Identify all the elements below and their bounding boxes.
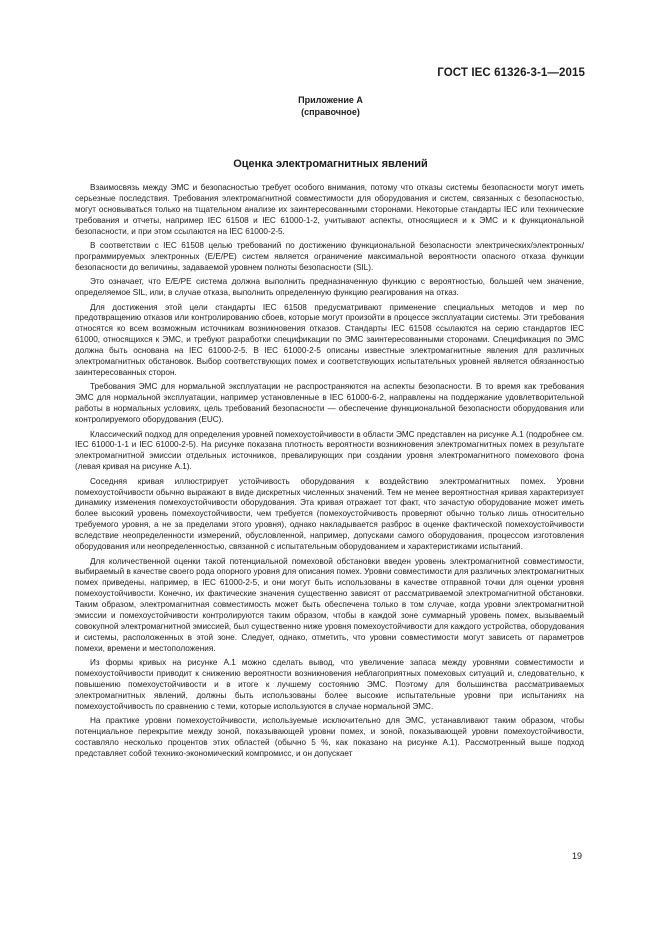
paragraph: Взаимосвязь между ЭМС и безопасностью требует особого внимания, потому что отказы системы безопасности могут иметь серьезные последствия. Требования электромагнитной совместимости для оборудования и систем, связанных с безопасностью, могут основываться только на тщательном анализе их заинтересованными сторонами. Некоторые стандарты IEC или технические требования и отчеты, например IEC 61508 и IEC 61000-1-2, учитывают аспекты, относящиеся и к ЭМС и к функциональной безопасности, и при этом ссылаются на IEC 61000-2-5.	[75, 183, 584, 236]
paragraph: Соседняя кривая иллюстрирует устойчивость оборудования к воздействию электромагнитных помех. Уровни помехоустойчивости обычно выражают в виде дискретных численных значений. Тем не менее вероятностная кривая характеризует динамику изменения помехоустойчивости оборудования. Эта кривая отражает тот факт, что зачастую оборудование может иметь более высокий уровень помехоустойчивости, чем требуется (помехоустойчивость проверяют обычно только лишь относительно требуемого уровня, а не за пределами этого уровня), однако накладывается разброс в оценке фактической помехоустойчивости вследствие неопределенности измерений, обусловленной, например, допусками самого оборудования, процессом изготовления оборудования или неопределенностью, связанной с испытательным оборудованием и характеристиками испытаний.	[75, 476, 584, 552]
paragraph: Требования ЭМС для нормальной эксплуатации не распространяются на аспекты безопасности. В то время как требования ЭМС для нормальной эксплуатации, например установленные в IEC 61000-6-2, направлены на поддержание удовлетворительной работы в нормальных условиях, цель требований безопасности — обеспечение функциональной безопасности оборудования или контролируемого оборудования (EUC).	[75, 382, 584, 425]
paragraph: На практике уровни помехоустойчивости, используемые исключительно для ЭМС, устанавливают таким образом, чтобы потенциальное перекрытие между зоной, показывающей уровни помех, и зоной, показывающей уровни помехоустойчивости, составляло несколько процентов этих областей (обычно 5 %, как показано на рисунке А.1). Рассмотренный выше подход представляет собой технико-экономический компромисс, и он допускает	[75, 716, 584, 758]
standard-header: ГОСТ IEC 61326-3-1—2015	[437, 67, 585, 79]
page-number: 19	[571, 851, 582, 861]
paragraph: Это означает, что E/E/PE система должна выполнить предназначенную функцию с вероятностью, большей чем значение, определяемое SIL, или, в случае отказа, выполнить определенную функцию реагирования на отказ.	[75, 277, 584, 298]
body-text	[75, 183, 584, 763]
paragraph: Из формы кривых на рисунке А.1 можно сделать вывод, что увеличение запаса между уровнями совместимости и помехоустойчивости приводит к снижению вероятности возникновения неблагоприятных помеховых ситуаций и, следовательно, к повышению помехоустойчивости и в итоге к лучшему состоянию ЭМС. Поэтому для большинства рассматриваемых электромагнитных явлений, должны быть использованы более высокие испытательные уровни при испытаниях на помехоустойчивость по сравнению с теми, которые используются в случае нормальной ЭМС.	[75, 658, 584, 711]
paragraph: Для достижения этой цели стандарты IEC 61508 предусматривают применение специальных методов и мер по предотвращению отказов или контролированию сбоев, которые могут произойти в процессе эксплуатации системы. Эти требования относятся ко всем возможным источникам возникновения отказов. Стандарты IEC 61508 ссылаются на серию стандартов IEC 61000, относящихся к ЭМС, и требуют разработки спецификации по ЭМС заинтересованными сторонами. Спецификация по ЭМС должна быть основана на IEC 61000-2-5. В IEC 61000-2-5 описаны известные электромагнитные явления для различных электромагнитных обстановок. Выбор соответствующих помех и соответствующих испытательных уровней является обязанностью заинтересованных сторон.	[75, 302, 584, 377]
section-title: Оценка электромагнитных явлений	[233, 158, 428, 170]
appendix-note: (справочное)	[301, 107, 360, 117]
paragraph: Классический подход для определения уровней помехоустойчивости в области ЭМС представлен на рисунке А.1 (подробнее см. IEC 61000-1-1 и IEC 61000-2-5). На рисунке показана плотность вероятности возникновения электромагнитных помех в результате электромагнитной эмиссии отдельных источников, превалирующих при создании уровня электромагнитного помехового фона (левая кривая на рисунке А.1).	[75, 429, 584, 472]
paragraph: Для количественной оценки такой потенциальной помеховой обстановки введен уровень электромагнитной совместимости, выбираемый в качестве своего рода опорного уровня для описания помех. Уровни совместимости для различных электромагнитных помех приведены, например, в IEC 61000-2-5, и они могут быть использованы в качестве отправной точки для оценки уровня помехоустойчивости. Конечно, их фактические значения существенно зависят от рассматриваемой электромагнитной обстановки. Таким образом, электромагнитная совместимость может быть обеспечена только в том случае, когда уровни электромагнитной эмиссии и помехоустойчивости контролируются таким образом, чтобы в каждой зоне суммарный уровень помех, вызываемый совокупной электромагнитной эмиссией, был существенно ниже уровня помехоустойчивости для каждого устройства, оборудования и системы, расположенных в этой зоне. Следует, однако, отметить, что уровни совместимости могут зависеть от параметров помехи, времени и местоположения.	[75, 556, 584, 653]
appendix-title: Приложение А	[298, 95, 363, 105]
paragraph: В соответствии с IEC 61508 целью требований по достижению функциональной безопасности электрических/электронных/программируемых электронных (E/E/PE) систем является ограничение максимальной вероятности опасного отказа функции безопасности до величины, задаваемой уровнем полноты безопасности (SIL).	[75, 241, 584, 272]
